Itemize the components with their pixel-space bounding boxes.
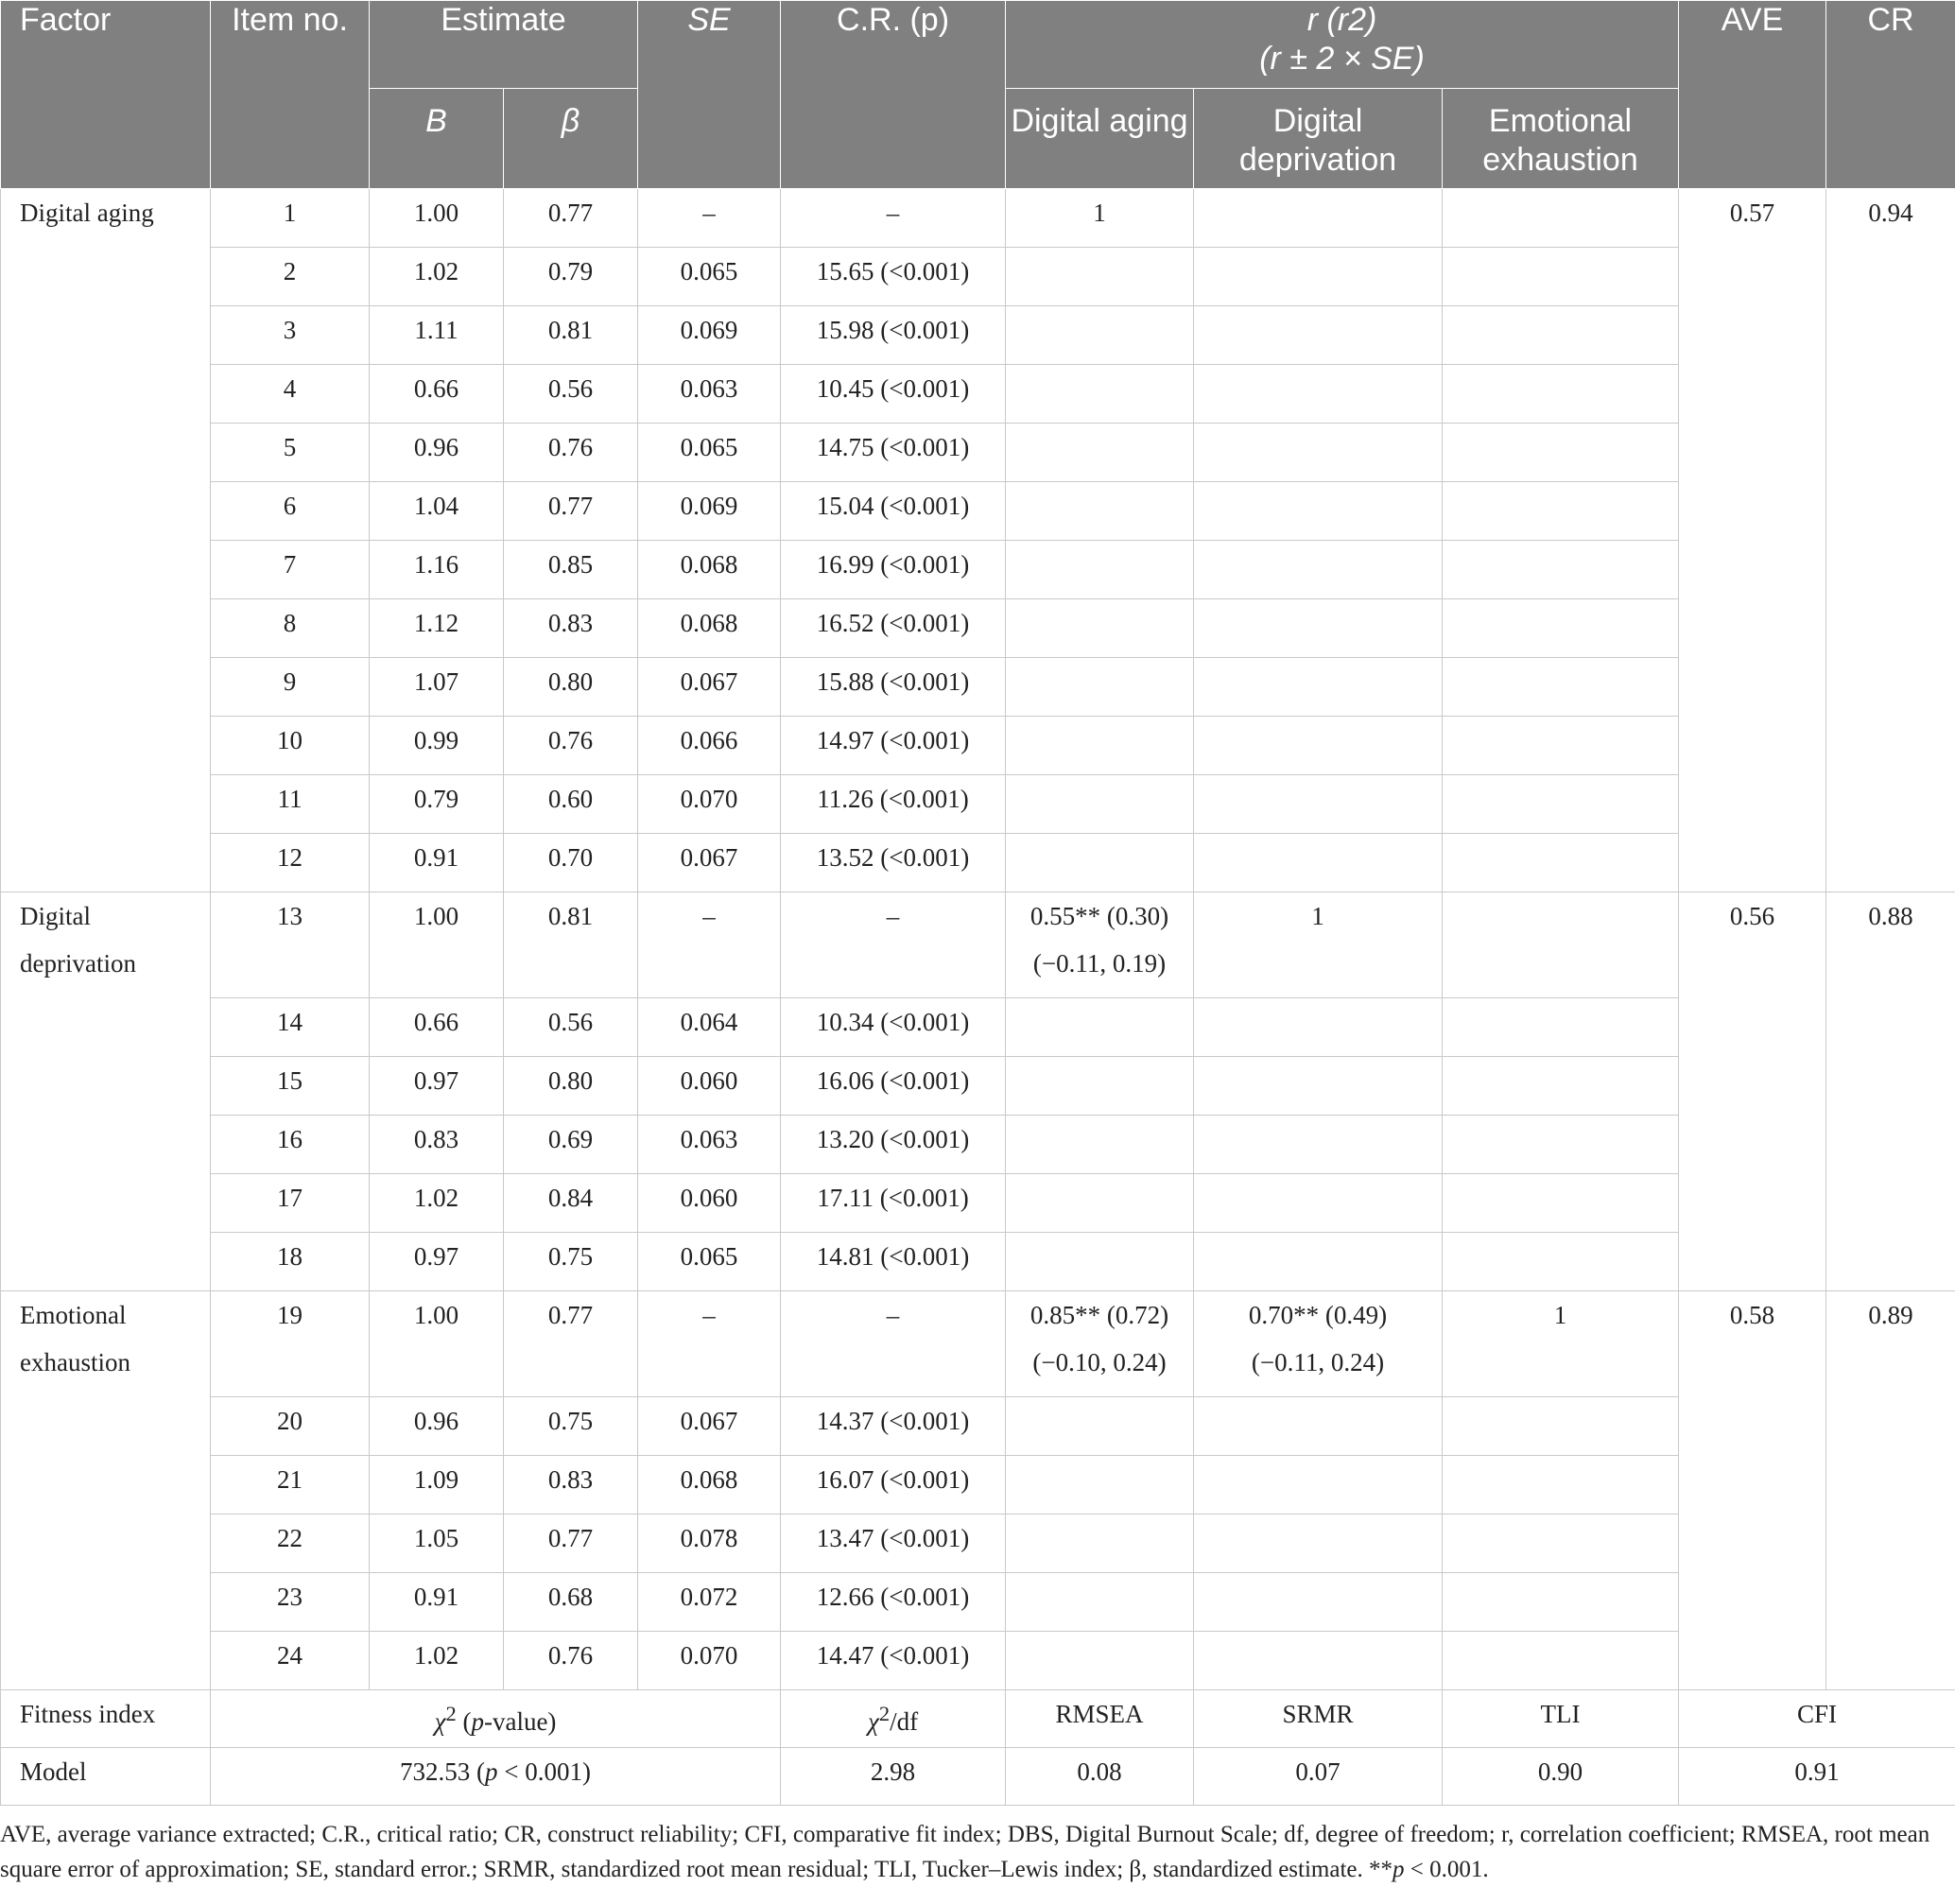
table-row — [1, 1515, 1955, 1573]
estimate-beta: 0.56 — [504, 365, 638, 424]
estimate-b: 1.00 — [370, 1291, 504, 1397]
estimate-b: 1.11 — [370, 306, 504, 365]
standard-error: 0.069 — [638, 306, 781, 365]
standard-error: 0.066 — [638, 717, 781, 775]
r-digital-aging — [1006, 892, 1194, 998]
table-row — [1, 1057, 1955, 1116]
cr-value: 0.94 — [1826, 189, 1955, 892]
standard-error: 0.060 — [638, 1057, 781, 1116]
estimate-beta: 0.79 — [504, 248, 638, 306]
estimate-beta: 0.76 — [504, 717, 638, 775]
factor-name: Digital aging — [20, 199, 154, 227]
item-number: 12 — [211, 834, 370, 892]
estimate-b: 0.96 — [370, 1397, 504, 1456]
estimate-beta: 0.83 — [504, 599, 638, 658]
ave-value: 0.58 — [1679, 1291, 1826, 1690]
table-row — [1, 658, 1955, 717]
fitness-index-row — [1, 1690, 1955, 1748]
fitness-srmr: SRMR — [1194, 1690, 1443, 1748]
r-emotional-exhaustion — [1443, 717, 1679, 775]
r-digital-deprivation — [1194, 1116, 1443, 1174]
critical-ratio: 15.88 (<0.001) — [781, 658, 1006, 717]
estimate-beta: 0.80 — [504, 658, 638, 717]
r-emotional-exhaustion — [1443, 1632, 1679, 1690]
header-b: B — [370, 89, 504, 189]
r-digital-aging — [1006, 1456, 1194, 1515]
estimate-beta: 0.77 — [504, 1291, 638, 1397]
model-chi2-p: p — [485, 1757, 498, 1786]
model-chi2-value: 732.53 — [400, 1757, 471, 1786]
r-interval: (−0.11, 0.19) — [1032, 949, 1167, 978]
fitness-cfi: CFI — [1679, 1690, 1955, 1748]
item-number: 2 — [211, 248, 370, 306]
standard-error: 0.063 — [638, 1116, 781, 1174]
r-digital-deprivation — [1194, 1515, 1443, 1573]
cr-value: 0.88 — [1826, 892, 1955, 1291]
table-row — [1, 1174, 1955, 1233]
factor-cell — [1, 1291, 211, 1690]
critical-ratio: 10.45 (<0.001) — [781, 365, 1006, 424]
table-row — [1, 1116, 1955, 1174]
r-digital-deprivation — [1194, 541, 1443, 599]
r-digital-aging — [1006, 775, 1194, 834]
estimate-b: 1.02 — [370, 1632, 504, 1690]
header-cr-p — [781, 1, 1006, 189]
table-row — [1, 892, 1955, 998]
header-r — [1006, 1, 1679, 89]
critical-ratio: 13.52 (<0.001) — [781, 834, 1006, 892]
estimate-b: 0.91 — [370, 834, 504, 892]
estimate-b: 1.04 — [370, 482, 504, 541]
estimate-beta: 0.60 — [504, 775, 638, 834]
standard-error: 0.065 — [638, 1233, 781, 1291]
header-factor: Factor — [1, 1, 211, 189]
estimate-beta: 0.81 — [504, 892, 638, 998]
r-digital-aging — [1006, 189, 1194, 248]
item-number: 19 — [211, 1291, 370, 1397]
standard-error: – — [638, 1291, 781, 1397]
r-emotional-exhaustion — [1443, 1057, 1679, 1116]
standard-error: 0.070 — [638, 1632, 781, 1690]
estimate-b: 1.12 — [370, 599, 504, 658]
standard-error: 0.068 — [638, 1456, 781, 1515]
fitness-label: Fitness index — [1, 1690, 211, 1748]
r-digital-deprivation — [1194, 1397, 1443, 1456]
item-number: 11 — [211, 775, 370, 834]
chi-sup: 2 — [445, 1702, 457, 1725]
standard-error: 0.060 — [638, 1174, 781, 1233]
header-digital-deprivation: Digital deprivation — [1194, 89, 1443, 189]
item-number: 8 — [211, 599, 370, 658]
footnote-text: AVE, average variance extracted; C.R., critical ratio; CR, construct reliability; CFI, comparative fit index; DBS, Digital Burnout Scale; df, degree of freedom; r, correlation coefficient; RMSEA, root mean square error of approximation; SE, standard error.; SRMR, standardized root mean residual; TLI, Tucker–Lewis index; β, standardized estimate. ** — [0, 1822, 1930, 1882]
table-body — [1, 189, 1955, 1806]
critical-ratio: 14.81 (<0.001) — [781, 1233, 1006, 1291]
standard-error: 0.065 — [638, 424, 781, 482]
table-row — [1, 1456, 1955, 1515]
estimate-b: 1.02 — [370, 248, 504, 306]
standard-error: – — [638, 189, 781, 248]
r-digital-aging — [1006, 248, 1194, 306]
standard-error: 0.069 — [638, 482, 781, 541]
table-row — [1, 1573, 1955, 1632]
r-emotional-exhaustion — [1443, 1456, 1679, 1515]
r-emotional-exhaustion — [1443, 1515, 1679, 1573]
ave-value: 0.57 — [1679, 189, 1826, 892]
item-number: 24 — [211, 1632, 370, 1690]
r-digital-deprivation — [1194, 1456, 1443, 1515]
r-digital-deprivation — [1194, 1233, 1443, 1291]
r-digital-aging — [1006, 1174, 1194, 1233]
chi2-p: p — [471, 1707, 484, 1736]
standard-error: 0.078 — [638, 1515, 781, 1573]
r-emotional-exhaustion: 1 — [1443, 1291, 1679, 1397]
table-row — [1, 1397, 1955, 1456]
estimate-beta: 0.84 — [504, 1174, 638, 1233]
model-chi2-rest: < 0.001) — [497, 1757, 591, 1786]
standard-error: 0.065 — [638, 248, 781, 306]
estimate-b: 0.97 — [370, 1233, 504, 1291]
factor-name-line1: Emotional — [20, 1301, 127, 1329]
model-rmsea: 0.08 — [1006, 1748, 1194, 1806]
cr-value: 0.89 — [1826, 1291, 1955, 1690]
standard-error: 0.068 — [638, 599, 781, 658]
table-row — [1, 482, 1955, 541]
estimate-b: 0.79 — [370, 775, 504, 834]
item-number: 9 — [211, 658, 370, 717]
estimate-beta: 0.77 — [504, 1515, 638, 1573]
critical-ratio: 14.47 (<0.001) — [781, 1632, 1006, 1690]
item-number: 15 — [211, 1057, 370, 1116]
r-digital-deprivation — [1194, 658, 1443, 717]
ave-value: 0.56 — [1679, 892, 1826, 1291]
header-emotional-exhaustion: Emotional exhaustion — [1443, 89, 1679, 189]
model-cfi: 0.91 — [1679, 1748, 1955, 1806]
estimate-beta: 0.69 — [504, 1116, 638, 1174]
r-digital-deprivation — [1194, 775, 1443, 834]
header-se: SE — [638, 1, 781, 189]
item-number: 4 — [211, 365, 370, 424]
item-number: 5 — [211, 424, 370, 482]
r-emotional-exhaustion — [1443, 1116, 1679, 1174]
r-digital-deprivation — [1194, 717, 1443, 775]
r-interval: (−0.10, 0.24) — [1032, 1348, 1167, 1376]
r-digital-aging — [1006, 365, 1194, 424]
r-emotional-exhaustion — [1443, 775, 1679, 834]
table-row — [1, 189, 1955, 248]
r-value: 0.70** (0.49) — [1248, 1301, 1388, 1329]
critical-ratio: 13.20 (<0.001) — [781, 1116, 1006, 1174]
estimate-b: 0.66 — [370, 998, 504, 1057]
r-digital-aging — [1006, 1233, 1194, 1291]
r-digital-deprivation — [1194, 1057, 1443, 1116]
critical-ratio: 13.47 (<0.001) — [781, 1515, 1006, 1573]
estimate-beta: 0.77 — [504, 482, 638, 541]
item-number: 17 — [211, 1174, 370, 1233]
table-footnote — [0, 1817, 1947, 1887]
estimate-beta: 0.85 — [504, 541, 638, 599]
critical-ratio: 15.98 (<0.001) — [781, 306, 1006, 365]
estimate-beta: 0.83 — [504, 1456, 638, 1515]
r-digital-deprivation — [1194, 189, 1443, 248]
critical-ratio: 15.65 (<0.001) — [781, 248, 1006, 306]
r-digital-aging — [1006, 1515, 1194, 1573]
header-beta: β — [504, 89, 638, 189]
item-number: 16 — [211, 1116, 370, 1174]
estimate-beta: 0.76 — [504, 424, 638, 482]
table-row — [1, 834, 1955, 892]
table-row — [1, 248, 1955, 306]
r-emotional-exhaustion — [1443, 998, 1679, 1057]
estimate-b: 1.09 — [370, 1456, 504, 1515]
critical-ratio: – — [781, 189, 1006, 248]
r-digital-deprivation — [1194, 998, 1443, 1057]
table-row — [1, 541, 1955, 599]
r-digital-deprivation — [1194, 482, 1443, 541]
item-number: 23 — [211, 1573, 370, 1632]
estimate-b: 1.05 — [370, 1515, 504, 1573]
model-srmr: 0.07 — [1194, 1748, 1443, 1806]
table-row — [1, 599, 1955, 658]
critical-ratio: 16.06 (<0.001) — [781, 1057, 1006, 1116]
standard-error: 0.067 — [638, 658, 781, 717]
r-digital-aging — [1006, 424, 1194, 482]
header-estimate: Estimate — [370, 1, 638, 89]
r-emotional-exhaustion — [1443, 248, 1679, 306]
item-number: 1 — [211, 189, 370, 248]
item-number: 20 — [211, 1397, 370, 1456]
header-item-no: Item no. — [211, 1, 370, 189]
r-digital-deprivation — [1194, 599, 1443, 658]
r-digital-deprivation — [1194, 892, 1443, 998]
r-digital-aging — [1006, 1116, 1194, 1174]
table-row — [1, 1291, 1955, 1397]
r-digital-aging — [1006, 1057, 1194, 1116]
critical-ratio: 16.52 (<0.001) — [781, 599, 1006, 658]
item-number: 10 — [211, 717, 370, 775]
estimate-beta: 0.68 — [504, 1573, 638, 1632]
r-interval: (−0.11, 0.24) — [1251, 1348, 1385, 1376]
r-emotional-exhaustion — [1443, 365, 1679, 424]
r-emotional-exhaustion — [1443, 189, 1679, 248]
estimate-b: 1.00 — [370, 189, 504, 248]
header-digital-aging: Digital aging — [1006, 89, 1194, 189]
critical-ratio: 14.75 (<0.001) — [781, 424, 1006, 482]
critical-ratio: – — [781, 1291, 1006, 1397]
estimate-beta: 0.81 — [504, 306, 638, 365]
model-chi2-open: ( — [470, 1757, 486, 1786]
estimate-beta: 0.76 — [504, 1632, 638, 1690]
estimate-beta: 0.77 — [504, 189, 638, 248]
r-value: 1 — [1311, 902, 1324, 930]
table-row — [1, 998, 1955, 1057]
r-emotional-exhaustion — [1443, 1233, 1679, 1291]
r-digital-deprivation — [1194, 306, 1443, 365]
factor-name-line2: deprivation — [20, 949, 136, 978]
estimate-beta: 0.75 — [504, 1397, 638, 1456]
r-digital-aging — [1006, 658, 1194, 717]
estimate-beta: 0.75 — [504, 1233, 638, 1291]
model-label: Model — [1, 1748, 211, 1806]
item-number: 6 — [211, 482, 370, 541]
r-emotional-exhaustion — [1443, 658, 1679, 717]
chi2-post: -value) — [483, 1707, 557, 1736]
r-emotional-exhaustion — [1443, 1174, 1679, 1233]
r-digital-aging — [1006, 1291, 1194, 1397]
r-value: 1 — [1093, 199, 1106, 227]
factor-name-line1: Digital — [20, 902, 91, 930]
factor-cell — [1, 892, 211, 1291]
critical-ratio: 15.04 (<0.001) — [781, 482, 1006, 541]
r-digital-deprivation — [1194, 365, 1443, 424]
critical-ratio: 12.66 (<0.001) — [781, 1573, 1006, 1632]
table-row — [1, 365, 1955, 424]
standard-error: 0.068 — [638, 541, 781, 599]
estimate-beta: 0.80 — [504, 1057, 638, 1116]
critical-ratio: 14.37 (<0.001) — [781, 1397, 1006, 1456]
header-cr: CR — [1826, 1, 1955, 189]
fitness-tli: TLI — [1443, 1690, 1679, 1748]
item-number: 18 — [211, 1233, 370, 1291]
r-digital-deprivation — [1194, 1573, 1443, 1632]
chi2df-symbol: χ — [867, 1707, 879, 1736]
factor-cell — [1, 189, 211, 892]
r-digital-aging — [1006, 1397, 1194, 1456]
footnote-p: p — [1393, 1857, 1405, 1882]
estimate-beta: 0.70 — [504, 834, 638, 892]
r-digital-aging — [1006, 541, 1194, 599]
r-emotional-exhaustion — [1443, 1573, 1679, 1632]
item-number: 13 — [211, 892, 370, 998]
table-row — [1, 306, 1955, 365]
item-number: 14 — [211, 998, 370, 1057]
r-digital-aging — [1006, 1632, 1194, 1690]
r-digital-aging — [1006, 482, 1194, 541]
estimate-b: 0.83 — [370, 1116, 504, 1174]
r-emotional-exhaustion — [1443, 306, 1679, 365]
r-emotional-exhaustion — [1443, 892, 1679, 998]
estimate-b: 0.91 — [370, 1573, 504, 1632]
standard-error: 0.067 — [638, 834, 781, 892]
r-digital-deprivation — [1194, 248, 1443, 306]
item-number: 7 — [211, 541, 370, 599]
chi2df-post: /df — [890, 1707, 919, 1736]
table-row — [1, 424, 1955, 482]
r-emotional-exhaustion — [1443, 599, 1679, 658]
item-number: 3 — [211, 306, 370, 365]
standard-error: 0.063 — [638, 365, 781, 424]
header-ave: AVE — [1679, 1, 1826, 189]
r-digital-aging — [1006, 1573, 1194, 1632]
table-row — [1, 775, 1955, 834]
model-chi2df: 2.98 — [781, 1748, 1006, 1806]
estimate-beta: 0.56 — [504, 998, 638, 1057]
footnote-tail: < 0.001. — [1404, 1857, 1489, 1882]
critical-ratio: – — [781, 892, 1006, 998]
fitness-rmsea: RMSEA — [1006, 1690, 1194, 1748]
r-digital-deprivation — [1194, 1632, 1443, 1690]
estimate-b: 1.00 — [370, 892, 504, 998]
estimate-b: 0.66 — [370, 365, 504, 424]
standard-error: – — [638, 892, 781, 998]
r-emotional-exhaustion — [1443, 1397, 1679, 1456]
item-number: 21 — [211, 1456, 370, 1515]
critical-ratio: 11.26 (<0.001) — [781, 775, 1006, 834]
header-r-line1: r (r2) — [1306, 2, 1377, 38]
item-number: 22 — [211, 1515, 370, 1573]
r-emotional-exhaustion — [1443, 834, 1679, 892]
model-chi2 — [211, 1748, 781, 1806]
table-row — [1, 1233, 1955, 1291]
r-emotional-exhaustion — [1443, 541, 1679, 599]
critical-ratio: 10.34 (<0.001) — [781, 998, 1006, 1057]
model-row — [1, 1748, 1955, 1806]
r-value: 0.85** (0.72) — [1029, 1301, 1169, 1329]
estimate-b: 1.07 — [370, 658, 504, 717]
r-digital-deprivation — [1194, 1174, 1443, 1233]
r-digital-deprivation — [1194, 1291, 1443, 1397]
standard-error: 0.067 — [638, 1397, 781, 1456]
standard-error: 0.070 — [638, 775, 781, 834]
standard-error: 0.064 — [638, 998, 781, 1057]
chi2df-sup: 2 — [878, 1702, 891, 1725]
table-row — [1, 1632, 1955, 1690]
r-digital-deprivation — [1194, 834, 1443, 892]
r-digital-aging — [1006, 717, 1194, 775]
fitness-chi2df — [781, 1690, 1006, 1748]
factor-name-line2: exhaustion — [20, 1348, 130, 1376]
chi2-open: ( — [456, 1707, 472, 1736]
r-digital-aging — [1006, 998, 1194, 1057]
r-digital-aging — [1006, 834, 1194, 892]
r-digital-deprivation — [1194, 424, 1443, 482]
critical-ratio: 17.11 (<0.001) — [781, 1174, 1006, 1233]
standard-error: 0.072 — [638, 1573, 781, 1632]
header-cr-p-text: C.R. (p) — [837, 2, 950, 38]
r-value: 0.55** (0.30) — [1029, 902, 1169, 930]
critical-ratio: 14.97 (<0.001) — [781, 717, 1006, 775]
estimate-b: 0.99 — [370, 717, 504, 775]
r-digital-aging — [1006, 306, 1194, 365]
model-tli: 0.90 — [1443, 1748, 1679, 1806]
estimate-b: 1.16 — [370, 541, 504, 599]
estimate-b: 0.97 — [370, 1057, 504, 1116]
chi-symbol: χ — [434, 1707, 446, 1736]
table-row — [1, 717, 1955, 775]
r-emotional-exhaustion — [1443, 424, 1679, 482]
header-r-line2: (r ± 2 × SE) — [1259, 41, 1425, 77]
r-digital-aging — [1006, 599, 1194, 658]
critical-ratio: 16.07 (<0.001) — [781, 1456, 1006, 1515]
estimate-b: 1.02 — [370, 1174, 504, 1233]
estimate-b: 0.96 — [370, 424, 504, 482]
fitness-chi2 — [211, 1690, 781, 1748]
r-emotional-exhaustion — [1443, 482, 1679, 541]
critical-ratio: 16.99 (<0.001) — [781, 541, 1006, 599]
